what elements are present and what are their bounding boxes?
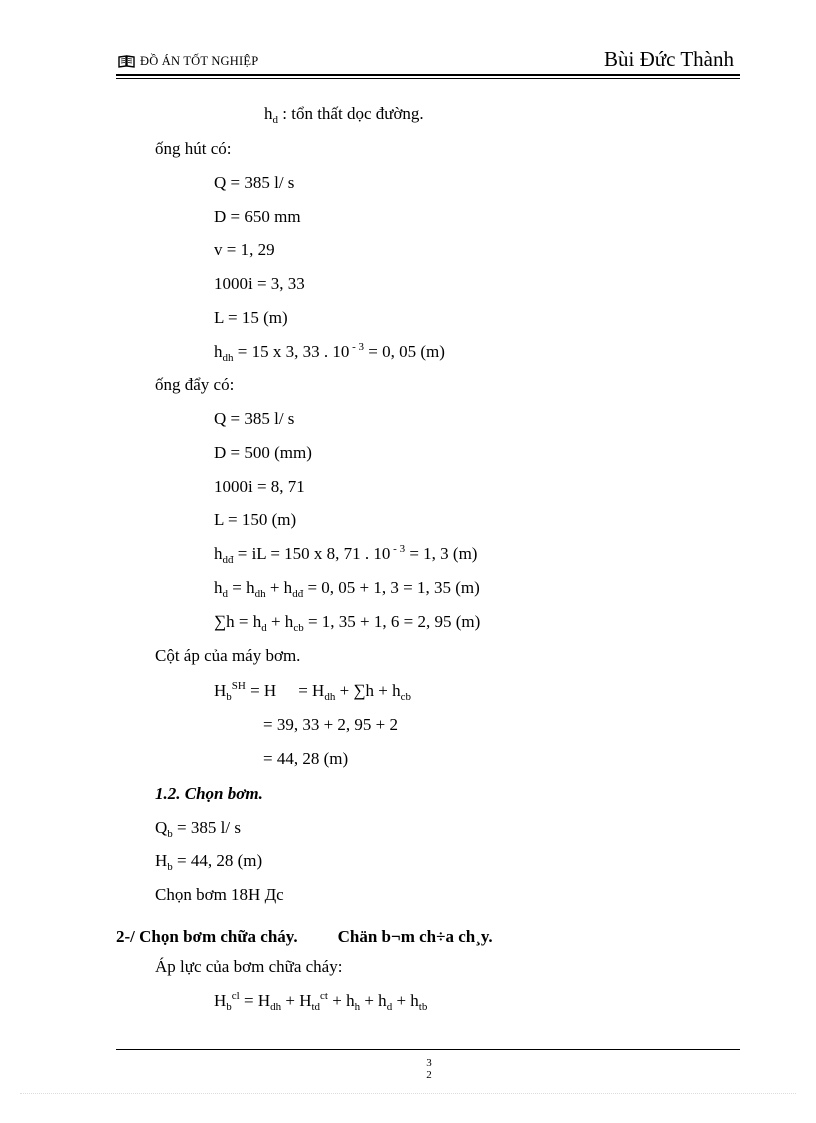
footer-rule xyxy=(116,1049,740,1050)
line-pump-head-formula: $H_b^{SH} = H = H_{dh} + \sum h + h_{cb}$ xyxy=(214,680,412,703)
header-rule-thick xyxy=(116,74,740,76)
line-suction-l: L = 15 (m) xyxy=(214,308,288,327)
line-hb: $H_b = 44$, 28 (m) xyxy=(155,851,263,873)
page-number: 3 2 xyxy=(426,1057,432,1081)
line-discharge-i: 1000i = 8, 71 xyxy=(214,477,305,496)
header-title xyxy=(118,54,258,69)
line-pump-head-result: = 44, 28 (m) xyxy=(263,749,349,768)
line-suction-d: D = 650 mm xyxy=(214,207,301,226)
line-sum-h: $\sum h = h_d + h_{cb} = 1$, 35 + 1, 6 = 2, 95 (m) xyxy=(214,612,481,634)
line-discharge-l: L = 150 (m) xyxy=(214,510,297,529)
section-heading-2-text: 2-/ Chọn bơm chữa cháy. xyxy=(116,927,298,946)
section-heading-2-garbled: Chän b¬m ch÷a ch¸y. xyxy=(337,927,493,946)
line-discharge-hdd: $h_{dđ}$ = iL = 150 x 8, 71 . 10 $^{- 3}$ = 1, 3 (m) xyxy=(214,543,478,566)
line-suction-pipe: ống hút có: xyxy=(155,139,232,158)
line-qb: $Q_b = 385$ l/ s xyxy=(155,818,241,840)
line-pump-head-heading: Cột áp của máy bơm. xyxy=(155,646,301,665)
line-hd-definition: $h_d$ : tổn thất dọc đường. xyxy=(264,104,424,126)
line-suction-q: Q = 385 l/ s xyxy=(214,173,295,192)
section-heading-1-2: 1.2. Chọn bơm. xyxy=(155,784,263,803)
line-pump-head-sum: = 39, 33 + 2, 95 + 2 xyxy=(263,715,399,734)
line-choose-pump: Chọn bơm 18H Дс xyxy=(155,885,284,904)
line-discharge-pipe: ống đẩy có: xyxy=(155,375,235,394)
line-fire-pump-pressure: Áp lực của bơm chữa cháy: xyxy=(155,957,343,976)
line-fire-pump-formula: $H_b^{cl} = H_{dh} + H_{td}^{ct} + h_h + h_d + h_{tb}$ xyxy=(214,990,428,1013)
line-discharge-q: Q = 385 l/ s xyxy=(214,409,295,428)
header-author: Bùi Đức Thành xyxy=(604,47,734,71)
line-hd-total: $h_d = h_{dh} + h_{dđ} = 0$, 05 + 1, 3 = 1, 35 (m) xyxy=(214,578,480,600)
line-suction-v: v = 1, 29 xyxy=(214,240,275,259)
open-book-icon xyxy=(118,55,135,68)
header-rule-thin xyxy=(116,78,740,79)
section-heading-2 xyxy=(116,928,493,945)
line-suction-i: 1000i = 3, 33 xyxy=(214,274,305,293)
page-edge-dots xyxy=(20,1093,796,1094)
line-suction-hdh: $h_{dh} = 15$ x 3, 33 . 10 $^{- 3}$ = 0, 05 (m) xyxy=(214,341,445,364)
line-discharge-d: D = 500 (mm) xyxy=(214,443,312,462)
header-left-text: ĐỒ ÁN TỐT NGHIỆP xyxy=(140,54,259,68)
